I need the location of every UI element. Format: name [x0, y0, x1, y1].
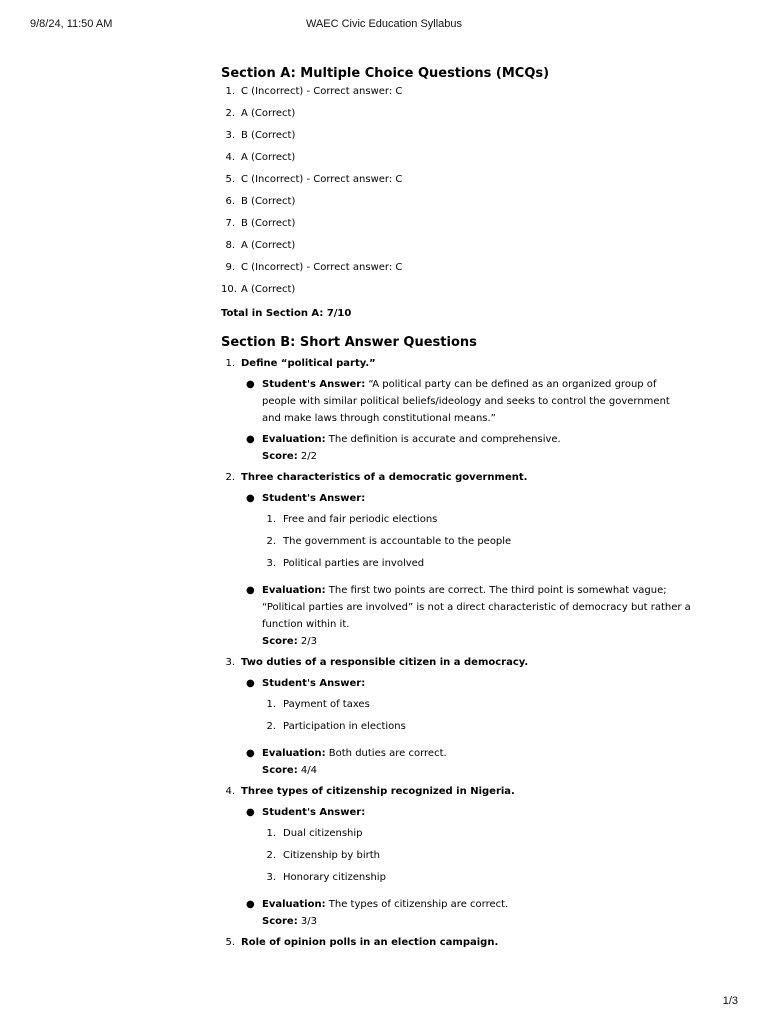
student-answer-list	[262, 826, 691, 892]
answer-text: Free and fair periodic elections	[283, 514, 438, 525]
bullet-icon: ●	[246, 379, 255, 390]
question-item	[221, 783, 691, 930]
mcq-item	[221, 107, 691, 129]
bullet-icon: ●	[246, 585, 255, 596]
mcq-number: 1.	[225, 86, 235, 97]
evaluation	[241, 896, 691, 930]
student-answer-list	[262, 512, 691, 578]
question-title: Three characteristics of a democratic government.	[241, 472, 528, 483]
evaluation-text: Both duties are correct.	[328, 748, 447, 759]
score-label: Score:	[262, 765, 298, 776]
short-answer-list	[221, 355, 691, 951]
answer-item	[262, 826, 691, 848]
answer-number: 1.	[266, 828, 276, 839]
evaluation-label: Evaluation:	[262, 585, 326, 596]
mcq-answer: A (Correct)	[241, 108, 296, 119]
mcq-number: 7.	[225, 218, 235, 229]
student-answer-label: Student's Answer:	[262, 678, 366, 689]
score-label: Score:	[262, 451, 298, 462]
evaluation-label: Evaluation:	[262, 434, 326, 445]
mcq-number: 3.	[225, 130, 235, 141]
answer-item	[262, 534, 691, 556]
bullet-icon: ●	[246, 678, 255, 689]
question-number: 1.	[225, 358, 235, 369]
mcq-number: 8.	[225, 240, 235, 251]
answer-number: 3.	[266, 558, 276, 569]
answer-number: 1.	[266, 514, 276, 525]
section-a-total: Total in Section A: 7/10	[221, 308, 352, 319]
answer-number: 3.	[266, 872, 276, 883]
mcq-answer: A (Correct)	[241, 152, 296, 163]
mcq-item	[221, 283, 691, 305]
evaluation-text: The definition is accurate and comprehensive.	[328, 434, 561, 445]
question-number: 4.	[225, 786, 235, 797]
mcq-answer: C (Incorrect) - Correct answer: C	[241, 86, 403, 97]
print-title: WAEC Civic Education Syllabus	[305, 18, 463, 30]
mcq-number: 5.	[225, 174, 235, 185]
question-item	[221, 469, 691, 650]
answer-text: Honorary citizenship	[283, 872, 386, 883]
question-item	[221, 355, 691, 465]
mcq-answer: A (Correct)	[241, 284, 296, 295]
mcq-number: 6.	[225, 196, 235, 207]
mcq-list	[221, 85, 691, 305]
evaluation-text: The types of citizenship are correct.	[328, 899, 509, 910]
answer-item	[262, 556, 691, 578]
mcq-answer: A (Correct)	[241, 240, 296, 251]
mcq-item	[221, 85, 691, 107]
answer-item	[262, 697, 691, 719]
mcq-answer: B (Correct)	[241, 130, 296, 141]
mcq-item	[221, 239, 691, 261]
answer-number: 1.	[266, 699, 276, 710]
question-number: 5.	[225, 937, 235, 948]
score-value: 3/3	[300, 916, 317, 927]
question-details	[241, 675, 691, 779]
mcq-item	[221, 195, 691, 217]
mcq-item	[221, 129, 691, 151]
answer-text: Payment of taxes	[283, 699, 370, 710]
answer-text: Dual citizenship	[283, 828, 363, 839]
answer-text: Participation in elections	[283, 721, 406, 732]
student-answer	[241, 675, 691, 741]
answer-number: 2.	[266, 850, 276, 861]
score-value: 2/3	[300, 636, 317, 647]
mcq-number: 10.	[221, 284, 237, 295]
document-body	[221, 60, 691, 955]
evaluation-label: Evaluation:	[262, 899, 326, 910]
section-a-title: Section A: Multiple Choice Questions (MCQs)	[221, 66, 550, 81]
question-item	[221, 654, 691, 779]
answer-item	[262, 719, 691, 741]
mcq-answer: B (Correct)	[241, 218, 296, 229]
question-number: 2.	[225, 472, 235, 483]
answer-number: 2.	[266, 536, 276, 547]
question-item	[221, 934, 691, 951]
answer-text: The government is accountable to the people	[283, 536, 512, 547]
answer-number: 2.	[266, 721, 276, 732]
bullet-icon: ●	[246, 748, 255, 759]
section-b-title: Section B: Short Answer Questions	[221, 335, 477, 350]
answer-text: Political parties are involved	[283, 558, 425, 569]
score-value: 2/2	[300, 451, 317, 462]
mcq-answer: B (Correct)	[241, 196, 296, 207]
evaluation-text: The first two points are correct. The third point is somewhat vague; “Political parties are involved” is not a direct characteristic of democracy but rather a function within it.	[262, 585, 691, 630]
mcq-answer: C (Incorrect) - Correct answer: C	[241, 262, 403, 273]
student-answer-list	[262, 697, 691, 741]
bullet-icon: ●	[246, 807, 255, 818]
bullet-icon: ●	[246, 434, 255, 445]
student-answer-text: “A political party can be defined as an organized group of people with similar political beliefs/ideology and seeks to control the government and make laws through constitutional means.”	[262, 379, 670, 424]
question-title: Role of opinion polls in an election campaign.	[241, 937, 499, 948]
student-answer-label: Student's Answer:	[262, 379, 366, 390]
question-title: Define “political party.”	[241, 358, 376, 369]
score-label: Score:	[262, 636, 298, 647]
mcq-item	[221, 217, 691, 239]
question-details	[241, 376, 691, 465]
mcq-number: 9.	[225, 262, 235, 273]
answer-item	[262, 512, 691, 534]
student-answer-label: Student's Answer:	[262, 807, 366, 818]
score-value: 4/4	[300, 765, 317, 776]
score-label: Score:	[262, 916, 298, 927]
print-datetime: 9/8/24, 11:50 AM	[30, 18, 113, 30]
page-number: 1/3	[722, 995, 738, 1007]
student-answer	[241, 490, 691, 578]
mcq-number: 4.	[225, 152, 235, 163]
answer-item	[262, 848, 691, 870]
question-title: Three types of citizenship recognized in Nigeria.	[241, 786, 515, 797]
student-answer	[241, 376, 691, 427]
answer-text: Citizenship by birth	[283, 850, 380, 861]
question-details	[241, 804, 691, 930]
bullet-icon: ●	[246, 493, 255, 504]
evaluation-label: Evaluation:	[262, 748, 326, 759]
student-answer-label: Student's Answer:	[262, 493, 366, 504]
question-title: Two duties of a responsible citizen in a democracy.	[241, 657, 529, 668]
mcq-number: 2.	[225, 108, 235, 119]
evaluation	[241, 431, 691, 465]
mcq-answer: C (Incorrect) - Correct answer: C	[241, 174, 403, 185]
evaluation	[241, 582, 691, 650]
mcq-item	[221, 151, 691, 173]
question-number: 3.	[225, 657, 235, 668]
mcq-item	[221, 173, 691, 195]
answer-item	[262, 870, 691, 892]
bullet-icon: ●	[246, 899, 255, 910]
mcq-item	[221, 261, 691, 283]
evaluation	[241, 745, 691, 779]
question-details	[241, 490, 691, 650]
student-answer	[241, 804, 691, 892]
